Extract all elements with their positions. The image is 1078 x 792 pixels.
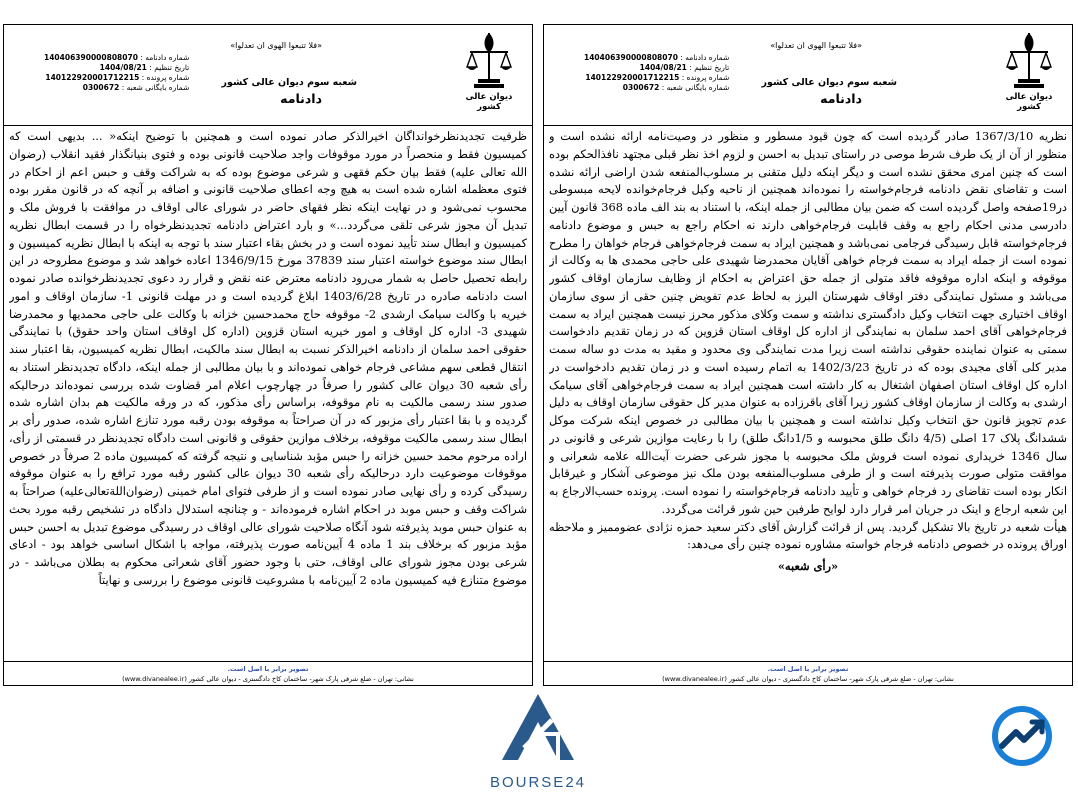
date-value: 1404/08/21 — [639, 63, 687, 72]
archive-number-label: شماره بایگانی شعبه : — [121, 83, 190, 92]
ruling-number-label: شماره دادنامه : — [140, 53, 190, 62]
date-value: 1404/08/21 — [99, 63, 147, 72]
document-type: دادنامه — [280, 91, 322, 106]
quranic-verse: «فلا تتبعوا الهوی ان تعدلوا» — [230, 41, 322, 50]
verdict-heading: «رأی شعبه» — [777, 559, 839, 573]
page-header — [4, 25, 532, 126]
page-footer — [4, 661, 532, 685]
bourse24-logo — [482, 690, 594, 790]
page-body — [9, 128, 527, 660]
page-header — [544, 25, 1072, 126]
trend-circle-logo — [990, 704, 1054, 768]
judiciary-emblem-icon — [466, 29, 512, 91]
footer-address: نشانی: تهران - ضلع شرقی پارک شهر- ساختمان کاخ دادگستری - دیوان عالی کشور (www.divanealee.ir) — [122, 675, 414, 683]
archive-number-value: 0300672 — [82, 83, 120, 92]
case-number-label: شماره پرونده : — [141, 73, 190, 82]
bourse24-logo-text: BOURSE24 — [489, 774, 587, 791]
certified-copy-note: تصویر برابر با اصل است. — [227, 665, 309, 673]
case-number-value: 140122920001712215 — [45, 73, 140, 82]
trend-chart-icon — [990, 704, 1054, 768]
page-footer — [544, 661, 1072, 685]
org-name: دیوان عالی کشور — [465, 92, 513, 112]
page-body — [549, 128, 1067, 660]
document-meta — [44, 53, 189, 93]
body-paragraph: هیأت شعبه در تاریخ بالا تشکیل گردید. پس از قرائت گزارش آقای دکتر سعید حمزه نژادی عضوممیز و ملاحظه اوراق پرونده در خصوص دادنامه فرجام خواسته مشاوره نموده چنین رأی می‌دهد: — [549, 519, 1067, 552]
emblem-block — [994, 29, 1064, 112]
ruling-number-value: 140406390000808070 — [44, 53, 138, 62]
ruling-number-label: شماره دادنامه : — [680, 53, 730, 62]
archive-number-label: شماره بایگانی شعبه : — [661, 83, 730, 92]
document-page-left — [3, 24, 533, 686]
date-label: تاریخ تنظیم : — [689, 63, 730, 72]
branch-name: شعبه سوم دیوان عالی کشور — [761, 77, 897, 88]
date-label: تاریخ تنظیم : — [149, 63, 190, 72]
case-number-value: 140122920001712215 — [585, 73, 680, 82]
ruling-number-value: 140406390000808070 — [584, 53, 678, 62]
document-type: دادنامه — [820, 91, 862, 106]
case-number-label: شماره پرونده : — [681, 73, 730, 82]
document-page-right — [543, 24, 1073, 686]
certified-copy-note: تصویر برابر با اصل است. — [767, 665, 849, 673]
emblem-block — [454, 29, 524, 112]
document-meta — [584, 53, 729, 93]
archive-number-value: 0300672 — [622, 83, 660, 92]
judiciary-emblem-icon — [1006, 29, 1052, 91]
quranic-verse: «فلا تتبعوا الهوی ان تعدلوا» — [770, 41, 862, 50]
bourse24-mark-icon — [482, 690, 594, 768]
branch-name: شعبه سوم دیوان عالی کشور — [221, 77, 357, 88]
org-name: دیوان عالی کشور — [1005, 92, 1053, 112]
body-paragraph: نظریه 1367/3/10 صادر گردیده است که چون قیود مسطور و منظور در وصیت‌نامه ارائه نشده است و منظور از آن از یک طرف شرط موصی در راستای تبدیل به احسن و لزوم اخذ نظر قبلی مجتهد نافذالحکم بوده است که چنین امری محقق نشده است و دیگر اینکه دلیل متقنی بر مسلوب‌المنفعه شدن اراضی ارائه نشده است و تقاضای نقض دادنامه فرجام‌خواسته را نموده‌اند همچنین از ناحیه وکیل فرجام‌خوانده لایحه مبسوطی در19صفحه واصل گردیده است که ضمن بیان مطالبی از جمله اینکه، با استناد به بند الف ماده 368 قانون آیین دادرسی مدنی احکام راجع به وقف قابلیت فرجام‌خواهی دارند نه احکام راجع به حبس و موضوع دادنامه فرجام‌خواسته قابل رسیدگی فرجامی نمی‌باشد و همچنین ایراد به سمت فرجام‌خواهی فرجام خواهان را مطرح نموده است از جمله ایراد به سمت فرجام خواهی آقایان محمدرضا شهیدی علی حاجی محمدی ها به وکالت از موقوفه و اینکه اداره موقوفه فاقد متولی از جمله حق اعتراض به احکام از وظایف سازمان اوقاف کشور می‌باشد و مسئول نمایندگی دفتر اوقاف شهرستان البرز به لحاظ عدم تفویض چنین حقی از سوی سازمان اوقاف اختیاری جهت انتخاب وکیل دادگستری نداشته و سمت وکلای مذکور محرز نیست همچنین ایراد به سمت فرجام‌خواهی آقای احمد سلمان به نمایندگی از اداره کل اوقاف استان قزوین که در زمان تقدیم دادخواست سمتی به عنوان نماینده حقوقی نداشته است زیرا مدت نمایندگی وی محدود و مقید به مدت دو ساله سمت مدیر کلی آقای مجیدی بوده که در تاریخ 1402/3/23 به اتمام رسیده است و در زمان تقدیم دادخواست در اداره کل اوقاف استان اصفهان اشتغال به کار داشته است همچنین ایراد به سمت فرجام‌خواهی آقای سیامک ارشدی به وکالت از سازمان اوقاف کشور زیرا آقای باقرزاده به عنوان مدیر کل حقوقی سازمان اوقاف به دلیل عدم تجویز قانون حق انتخاب وکیل نداشته است و همچنین با بیان مطالبی در خصوص اینکه شرکت موکل ششدانگ پلاک 17 اصلی (4/5 دانگ طلق محبوسه و 1/5دانگ طلق) را با رعایت موازین شرعی و قانونی در سال 1346 خریداری نموده است فروش ملک محبوسه با مجوز شرعی حضرت آیت‌الله علامه شعرانی و موافقت متولی صورت پذیرفته است و از طرفی مسلوب‌المنفعه بودن ملک نیز موضوعی آشکار و غیرقابل انکار بوده است تقاضای رد فرجام خواهی و تأیید دادنامه فرجام‌خواسته را نموده است. پرونده حسب‌الارجاع به این شعبه ارجاع و اینک در جریان امر قرار دارد لوایح طرفین حین شور قرائت می‌گردد. — [549, 129, 1067, 516]
footer-address: نشانی: تهران - ضلع شرقی پارک شهر- ساختمان کاخ دادگستری - دیوان عالی کشور (www.divanealee.ir) — [662, 675, 954, 683]
body-paragraph: ظرفیت تجدیدنظرخوانداگان اخیرالذکر صادر نموده است و همچنین با توضیح اینکه« ... بدیهی است که کمیسیون فقط و منحصراً در مورد موقوفات واجد صلاحیت قانونی بوده و فتوی بنیانگذار فقید انقلاب (رضوان الله تعالی علیه) فقط بیان حکم فقهی و شرعی موضوع بوده که به شراکت وقف و حبس اعم از احکام در فتوی معظمله اشاره شده است به هیچ وجه اعطای صلاحیت قانونی و اضافه بر آنچه که در قانون مقرر بوده محسوب نمی‌شود و در نهایت اینکه نظر فقهای حاضر در شورای عالی اوقاف در موافقت با فروش ملک و تبدیل آن مجوز شرعی تلقی می‌گردد...» و بارد اعتراض دادنامه تجدیدنظرخواه را در قسمت ابطال نظریه کمیسیون و ابطال سند تأیید نموده است و در بخش بقاء اعتبار سند با توجه به اینکه با ابطال نظریه کمیسیون و ابطال سند موضوع خواسته اعتبار سند 37839 مورخ 1346/9/15 اعاده خواهد شد و موضوع مطروحه در این رابطه تحصیل حاصل به شمار می‌رود دادنامه معترض عنه نقض و قرار رد دعوی تجدیدنظرخوانده صادر نموده است دادنامه صادره در تاریخ 1403/6/28 ابلاغ گردیده است و در مهلت قانونی 1- سازمان اوقاف و امور خیریه با وکالت سیامک ارشدی 2- موقوفه حاج محمدحسین خزانه با وکالت علی حاجی محمدیها و محمدرضا شهیدی 3- اداره کل اوقاف و امور خیریه استان قزوین (اداره کل اوقاف استان واحد حقوق) با نمایندگی حقوقی احمد سلمان از دادنامه اخیرالذکر نسبت به ابطال سند مالکیت، ابطال نظریه کمیسیون، بقا اعتبار سند انتقال قطعی سهم مشاعی فرجام خواهی نموده‌اند و با بیان مطالبی از جمله اینکه، دادگاه تجدیدنظر استناد به رأی شعبه 30 دیوان عالی کشور را صرفاً در چهارچوب اعلام امر قضاوت شده بررسی نموده‌اند درحالیکه صدور سند رسمی مالکیت به نام موقوفه، براساس رأی مذکور، که در ورقه مالکیت هم بدان اشاره شده گردیده و با بقا اعتبار رأی مزبور که در آن صراحتاً به موقوفه بودن رقبه مورد تنازع اشاره شده، صدور رأی بر ابطال سند رسمی مالکیت موقوفه، برخلاف موازین حقوقی و قانونی است دادگاه تجدیدنظر در قسمتی از رأی، اراده مرحوم محمد حسین خزانه را حبس مؤبد شناسایی و نتیجه گرفته که کمیسیون ماده 2 صرفاً در خصوص موقوفات موضوعیت دارد درحالیکه رأی شعبه 30 دیوان عالی کشور رقبه مورد ترافع را به عنوان موقوفه رسیدگی کرده و رأی نهایی صادر نموده است و از طرفی فتوای امام خمینی (رضوان‌اللةتعالی‌علیه) صراحتاً به شراکت وقف و حبس موبد در احکام اشاره فرموده‌اند - و چنانچه استدلال دادگاه در تشخیص رقبه مورد بحث به عنوان حبس موبد پذیرفته شود آنگاه صلاحیت شورای عالی اوقاف در رسیدگی موضوع تبدیل به احسن حبس مؤبد مزبور که برخلاف بند 1 ماده 4 آیین‌نامه صورت پذیرفته، مواجه با اشکال اساسی خواهد بود - ادعای شرعی بودن مجوز شورای عالی اوقاف، حتی با وجود حضور آقای شعراتی محکوم به بطلان می‌باشد - در موضوع متنازع فیه کمیسیون ماده 2 آیین‌نامه با مشروعیت قانونی موضوع را بررسی و نهایتاً — [9, 129, 527, 587]
